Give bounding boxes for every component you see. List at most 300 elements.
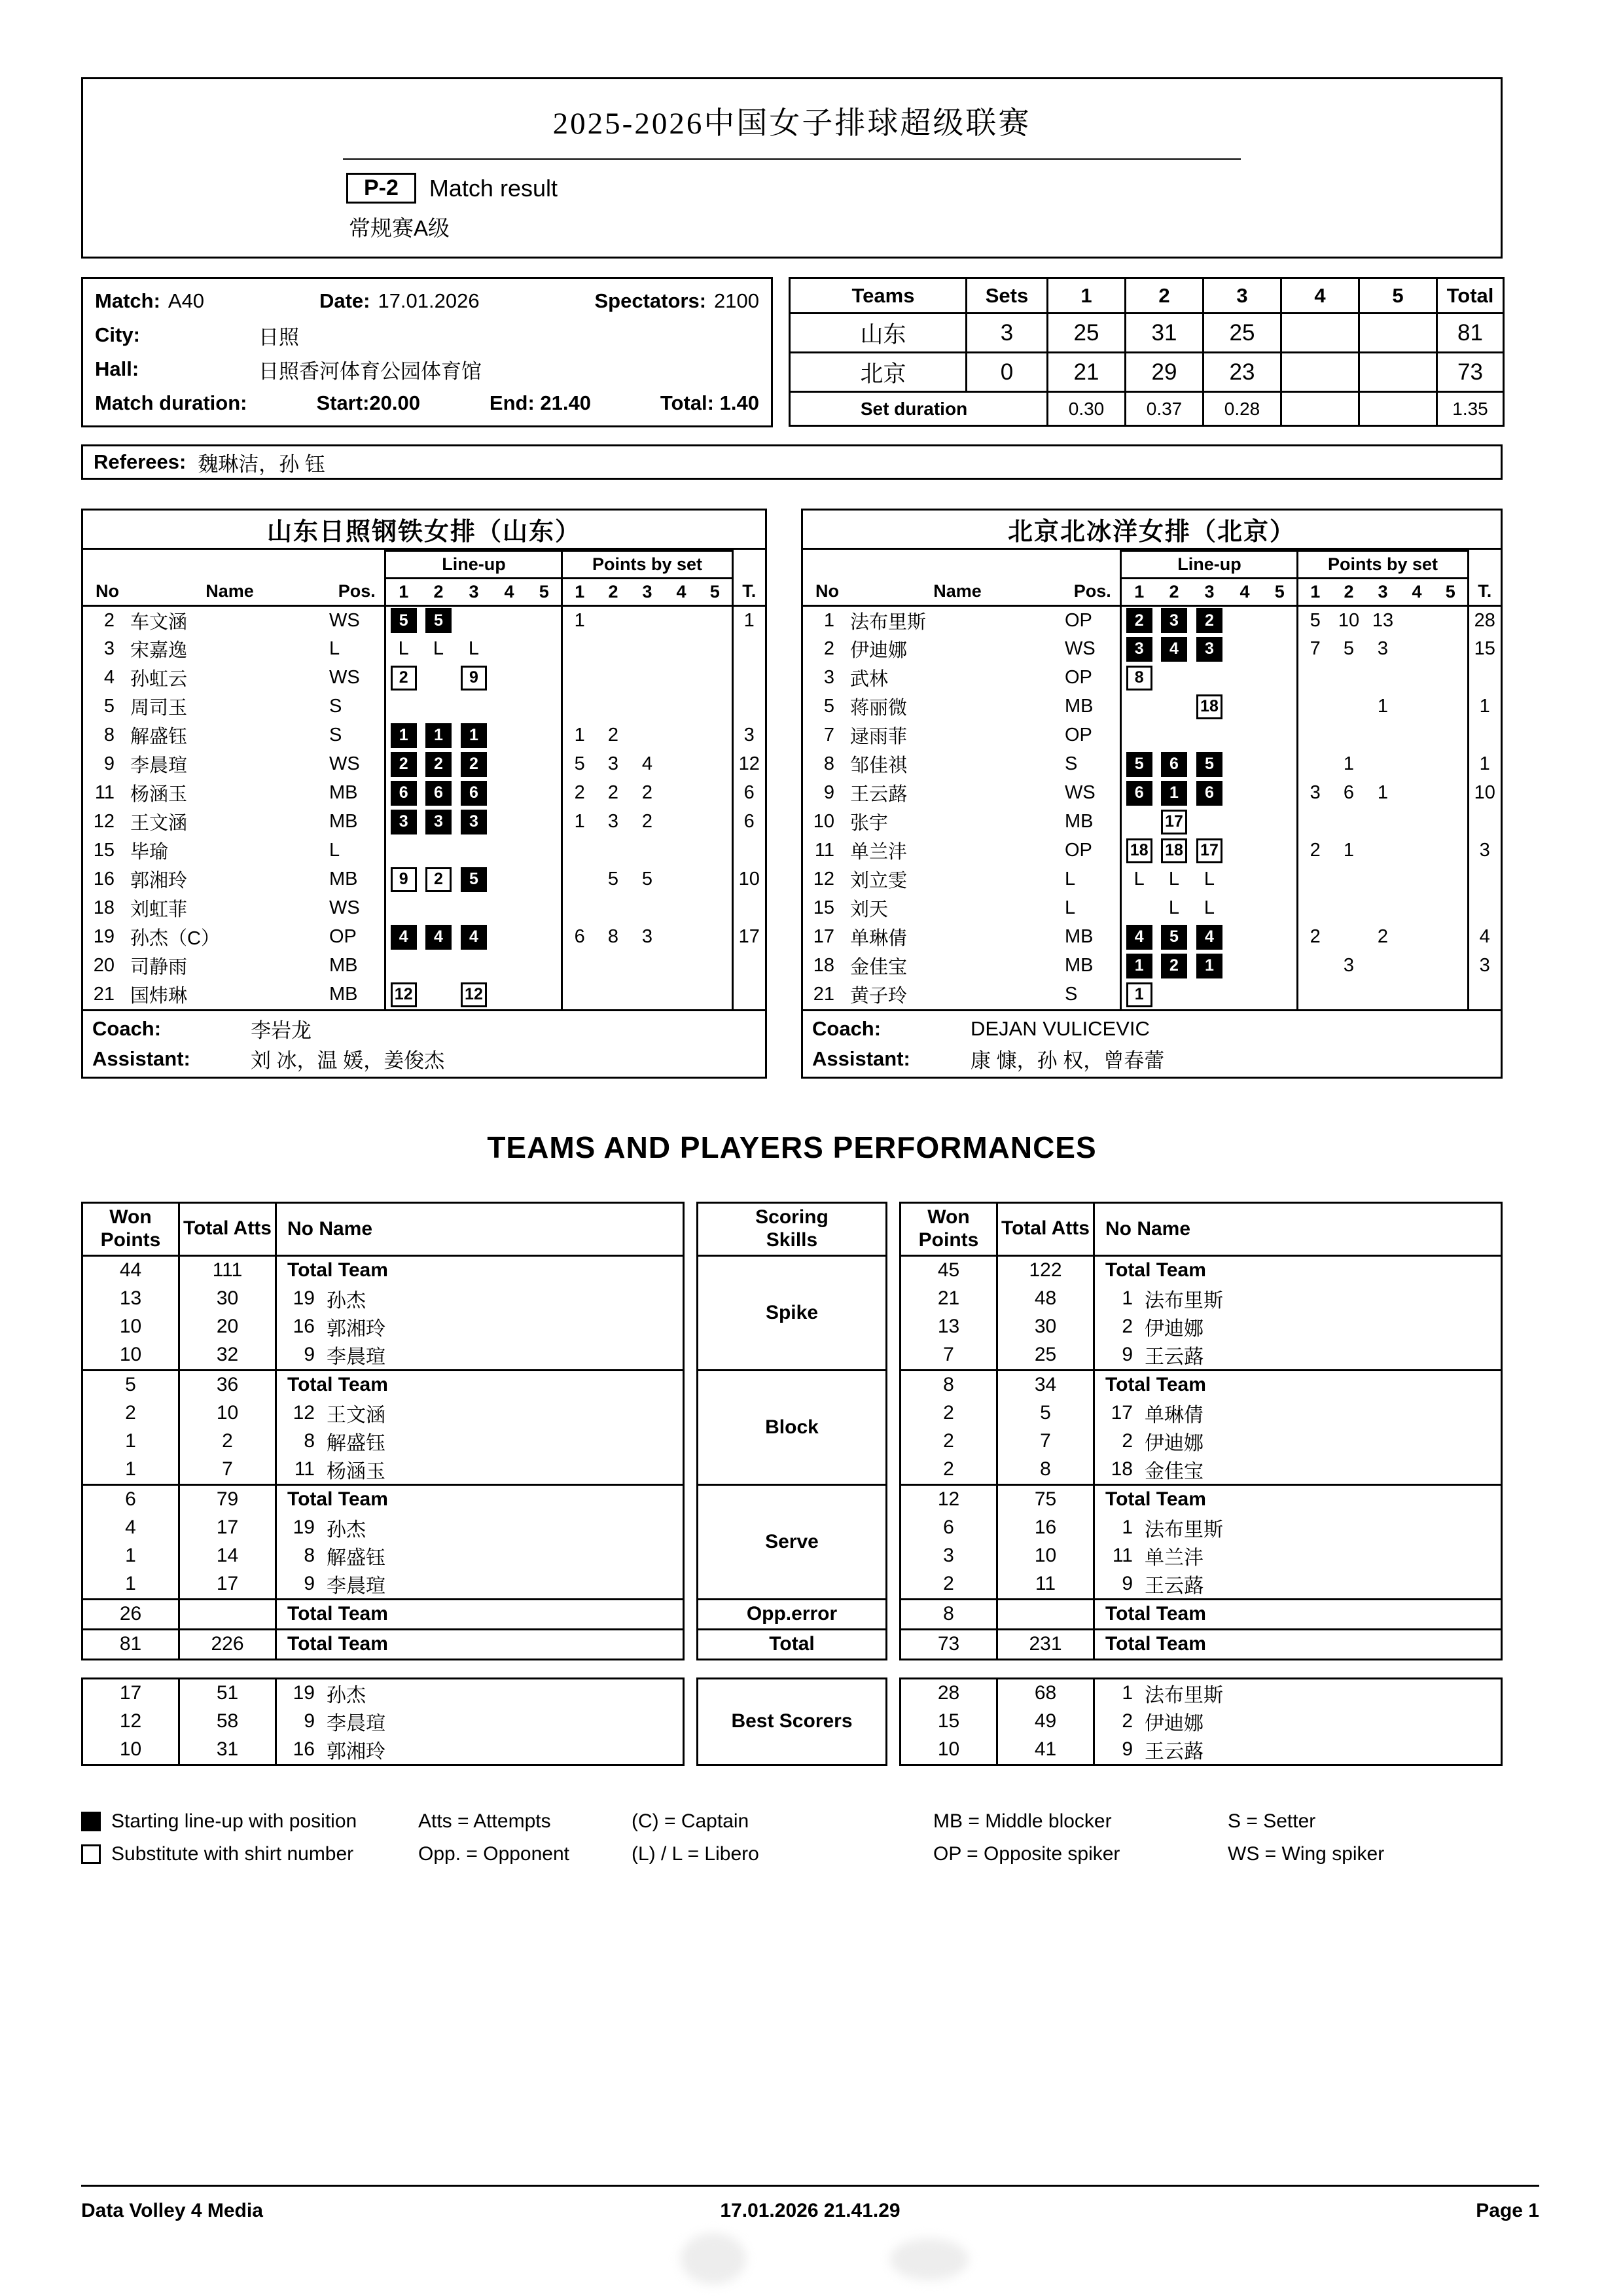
points-by-set-cell [630, 721, 664, 750]
col-header-points-set: 2 [1332, 579, 1366, 606]
points-by-set-cell [1434, 721, 1468, 750]
substitute-number-square: 18 [1161, 838, 1187, 863]
report-type-row [346, 173, 1501, 204]
points-total [732, 836, 765, 865]
perf-groups [83, 1255, 683, 1659]
player-name: 单兰沣 [1145, 1547, 1204, 1569]
player-number: 2 [823, 638, 834, 659]
player-name: 蒋丽微 [850, 698, 908, 719]
player-row [83, 606, 765, 635]
lineup-cell [1262, 664, 1298, 692]
points-by-set-cell [630, 836, 664, 865]
lineup-cell [1192, 664, 1227, 692]
starting-position-square: 3 [1126, 637, 1152, 662]
starting-position-square: 4 [461, 925, 487, 950]
player-number: 1 [823, 609, 834, 631]
libero-mark: L [468, 638, 480, 659]
league-title: 2025-2026中国女子排球超级联赛 [552, 107, 1031, 141]
player-ref [1095, 1630, 1501, 1659]
lineup-cell [385, 606, 421, 635]
team-total-label: Total Team [287, 1259, 388, 1281]
points-by-set-cell [664, 808, 698, 836]
perf-row-item [901, 1600, 1501, 1628]
points-by-set-cell [1332, 664, 1366, 692]
substitute-number-square: 1 [1126, 982, 1152, 1007]
total-label: Total: [660, 391, 714, 414]
player-ref [277, 1679, 683, 1708]
match-label: Match: [95, 289, 160, 312]
referees-names: 魏琳洁，孙 钰 [198, 452, 325, 476]
perf-row-item [83, 1708, 683, 1736]
points-by-set-cell [1366, 721, 1400, 750]
libero-mark: L [1133, 869, 1145, 889]
points-by-set-cell [1434, 808, 1468, 836]
perf-row-item [83, 1285, 683, 1313]
player-row [83, 808, 765, 836]
lineup-cell [527, 664, 562, 692]
lineup-cell [1156, 836, 1192, 865]
player-number: 1 [1122, 1516, 1133, 1538]
points-by-set-cell [698, 635, 732, 664]
coach-name: DEJAN VULICEVIC [971, 1016, 1150, 1040]
total-points: 81 [1437, 314, 1504, 353]
points-by-set-cell [596, 836, 630, 865]
lineup-cell [1121, 980, 1156, 1009]
player-row [83, 980, 765, 1009]
points-by-set-cell: 4 [641, 753, 653, 774]
lineup-cell [456, 894, 491, 923]
perf-group-spike [83, 1255, 683, 1369]
lineup-cell [527, 952, 562, 980]
points-by-set-cell [1298, 692, 1332, 721]
points-by-set-cell [664, 980, 698, 1009]
points-by-set-cell [698, 664, 732, 692]
player-number: 9 [1122, 1738, 1133, 1760]
starting-position-square: 1 [425, 723, 452, 748]
lineup-cell [1156, 952, 1192, 980]
lineup-cell [456, 779, 491, 808]
starting-position-square: 2 [1161, 954, 1187, 978]
points-by-set-cell: 1 [562, 721, 596, 750]
lineup-cell [1262, 894, 1298, 923]
player-name: 伊迪娜 [850, 640, 908, 661]
player-number: 12 [93, 811, 115, 832]
player-position: MB [329, 782, 358, 803]
lineup-cell [1156, 606, 1192, 635]
points-by-set-cell [562, 865, 596, 894]
lineup-cell [491, 635, 527, 664]
substitute-number-square: 17 [1161, 810, 1187, 834]
won-points-value: 2 [83, 1399, 180, 1427]
league-stage: 常规赛A级 [349, 216, 450, 240]
starting-position-square: 3 [1161, 608, 1187, 633]
team-roster-away [801, 509, 1503, 1079]
perf-row-item [901, 1285, 1501, 1313]
best-scorers-label: Best Scorers [696, 1677, 887, 1766]
lineup-cell [456, 808, 491, 836]
perf-group-opperror [901, 1598, 1501, 1628]
perf-row-item [901, 1313, 1501, 1341]
points-total [1468, 664, 1501, 692]
player-name: 周司玉 [130, 698, 188, 719]
lineup-cell [1156, 635, 1192, 664]
team-roster-home [81, 509, 767, 1079]
set-points [1359, 353, 1437, 392]
player-name: 张宇 [850, 813, 889, 834]
total-atts-header: Total Atts [998, 1204, 1095, 1255]
match-info-line-1 [95, 284, 759, 318]
substitute-number-square: 12 [461, 982, 487, 1007]
points-by-set-cell [1400, 606, 1434, 635]
lineup-cell [491, 836, 527, 865]
team-total-label: Total Team [287, 1374, 388, 1395]
start-time [316, 391, 420, 415]
lineup-cell [421, 865, 456, 894]
set-duration-total: 1.35 [1437, 392, 1504, 426]
roster-table [83, 550, 765, 1009]
spectators-label: Spectators: [594, 289, 707, 312]
points-total [1468, 808, 1501, 836]
lineup-cell [1156, 894, 1192, 923]
points-by-set-cell [630, 606, 664, 635]
set-points: 29 [1126, 353, 1204, 392]
starting-position-square: 4 [425, 925, 452, 950]
player-number: 4 [103, 667, 115, 688]
player-name: 王文涵 [327, 1405, 385, 1426]
coach-name: 李岩龙 [251, 1019, 312, 1042]
perf-row-item [83, 1486, 683, 1514]
substitute-number-square: 9 [391, 867, 417, 892]
lineup-cell [1227, 865, 1262, 894]
player-name: 李晨瑄 [327, 1575, 385, 1597]
player-name: 武林 [850, 669, 889, 690]
player-name: 单琳倩 [1145, 1405, 1204, 1426]
player-ref [1095, 1570, 1501, 1598]
starting-position-square: 3 [461, 810, 487, 834]
skill-label-block: Block [698, 1369, 885, 1484]
won-points-value: 15 [901, 1708, 998, 1736]
lineup-cell [1192, 808, 1227, 836]
player-number: 10 [813, 811, 834, 832]
lineup-cell [527, 692, 562, 721]
player-position: L [329, 840, 340, 861]
points-total: 1 [1468, 692, 1501, 721]
points-by-set-cell [664, 923, 698, 952]
perf-row-item [83, 1399, 683, 1427]
points-total: 3 [1468, 836, 1501, 865]
starting-position-square: 6 [425, 781, 452, 806]
start-value: 20.00 [369, 391, 420, 414]
player-number: 16 [293, 1316, 315, 1337]
starting-position-square: 3 [1196, 637, 1222, 662]
col-header-points-set: 3 [630, 579, 664, 606]
points-by-set-cell [630, 635, 664, 664]
legend-item [418, 1843, 632, 1865]
starting-position-square: 2 [1126, 608, 1152, 633]
player-name: 毕瑜 [130, 842, 169, 863]
won-points-value: 10 [83, 1341, 180, 1369]
total-atts-value: 231 [998, 1630, 1095, 1659]
legend-text: Atts = Attempts [418, 1810, 551, 1832]
player-position: WS [1064, 638, 1096, 659]
player-row [83, 894, 765, 923]
total-atts-value: 68 [998, 1679, 1095, 1708]
lineup-cell [1227, 635, 1262, 664]
starting-position-square: 2 [425, 752, 452, 777]
perf-row-item [83, 1542, 683, 1570]
score-team-row [790, 314, 1504, 353]
player-row [803, 952, 1501, 980]
won-points-value: 2 [901, 1399, 998, 1427]
player-number: 19 [293, 1682, 315, 1704]
lineup-cell [527, 721, 562, 750]
city-label: City: [95, 323, 140, 346]
points-by-set-cell [1366, 664, 1400, 692]
lineup-cell [1121, 894, 1156, 923]
player-row [803, 836, 1501, 865]
points-by-set-cell [1434, 865, 1468, 894]
player-ref [1095, 1456, 1501, 1484]
lineup-cell [1192, 952, 1227, 980]
total-atts-value: 7 [180, 1456, 277, 1484]
player-ref [277, 1257, 683, 1285]
lineup-cell [385, 779, 421, 808]
player-name: 解盛钰 [327, 1433, 385, 1454]
perf-row-item [901, 1341, 1501, 1369]
lineup-cell [1262, 923, 1298, 952]
player-name: 杨涵玉 [327, 1461, 385, 1482]
referees-label: Referees: [94, 450, 187, 473]
total-atts-value: 10 [998, 1542, 1095, 1570]
player-name: 单兰沣 [850, 842, 908, 863]
spectators [594, 289, 759, 313]
player-number: 3 [103, 638, 115, 659]
player-number: 3 [823, 667, 834, 688]
lineup-cell [456, 721, 491, 750]
lineup-cell [1156, 692, 1192, 721]
total-atts-value: 58 [180, 1708, 277, 1736]
legend-item [1228, 1843, 1503, 1865]
starting-position-square: 3 [425, 810, 452, 834]
player-number: 9 [1122, 1573, 1133, 1594]
player-number: 18 [93, 897, 115, 918]
starting-position-square: 4 [1161, 637, 1187, 662]
lineup-cell [1192, 779, 1227, 808]
points-by-set-cell [1400, 779, 1434, 808]
team-total-label: Total Team [1105, 1259, 1206, 1281]
lineup-cell [1227, 952, 1262, 980]
won-points-header: Won Points [83, 1204, 180, 1255]
legend-text: WS = Wing spiker [1228, 1842, 1385, 1865]
won-points-value: 7 [901, 1341, 998, 1369]
starting-position-square: 2 [391, 752, 417, 777]
starting-position-square: 1 [1161, 781, 1187, 806]
points-by-set-cell [698, 894, 732, 923]
starting-position-square: 1 [1126, 954, 1152, 978]
perf-table-home [81, 1202, 685, 1766]
lineup-cell [1156, 980, 1192, 1009]
points-by-set-cell: 3 [1377, 638, 1389, 659]
set-points: 25 [1204, 314, 1281, 353]
assistant-line [83, 1044, 765, 1074]
player-row [83, 779, 765, 808]
lineup-cell [385, 721, 421, 750]
lineup-cell [1121, 865, 1156, 894]
team-rosters-row [81, 509, 1503, 1079]
points-total: 3 [1468, 952, 1501, 980]
lineup-cell [491, 894, 527, 923]
won-points-value: 28 [901, 1679, 998, 1708]
player-name: 伊迪娜 [1145, 1713, 1204, 1734]
points-by-set-cell: 10 [1338, 609, 1360, 631]
player-name: 王云蕗 [850, 784, 908, 805]
lineup-cell [527, 808, 562, 836]
player-number: 8 [304, 1430, 315, 1452]
lineup-cell [491, 664, 527, 692]
team-name: 山东 [790, 314, 967, 353]
points-by-set-cell [1400, 721, 1434, 750]
total-atts-value: 75 [998, 1486, 1095, 1514]
starting-position-square: 4 [1126, 925, 1152, 950]
set-duration-value: 0.30 [1048, 392, 1126, 426]
libero-mark: L [1168, 897, 1180, 918]
starting-position-square: 6 [391, 781, 417, 806]
player-number: 2 [1122, 1710, 1133, 1732]
points-by-set-cell [562, 635, 596, 664]
player-ref [1095, 1427, 1501, 1456]
player-position: S [1064, 753, 1078, 774]
player-number: 11 [294, 1458, 315, 1480]
col-header-points-set: 4 [1400, 579, 1434, 606]
player-position: WS [329, 753, 360, 774]
team-total-label: Total Team [1105, 1603, 1206, 1624]
lineup-group-header: Line-up [1121, 551, 1298, 579]
points-by-set-cell: 2 [607, 725, 619, 745]
points-by-set-cell [1366, 980, 1400, 1009]
legend-text: MB = Middle blocker [933, 1810, 1112, 1832]
set-points: 23 [1204, 353, 1281, 392]
set-points: 31 [1126, 314, 1204, 353]
total-atts-value: 51 [180, 1679, 277, 1708]
starting-position-square: 1 [391, 723, 417, 748]
player-row [803, 606, 1501, 635]
points-by-set-cell [664, 836, 698, 865]
player-row [803, 865, 1501, 894]
player-ref [277, 1514, 683, 1542]
player-ref [277, 1285, 683, 1313]
lineup-cell [385, 808, 421, 836]
won-points-value: 4 [83, 1514, 180, 1542]
points-by-set-cell: 7 [1298, 635, 1332, 664]
player-ref [277, 1456, 683, 1484]
col-header-total: T. [732, 579, 765, 606]
lineup-cell [385, 836, 421, 865]
lineup-cell [1192, 894, 1227, 923]
points-by-set-cell: 2 [641, 782, 653, 803]
points-by-set-cell [698, 779, 732, 808]
player-name: 孙杰 [327, 1519, 366, 1541]
col-header-name: Name [846, 579, 1065, 606]
perf-group-spike [901, 1255, 1501, 1369]
player-name: 解盛钰 [130, 726, 188, 747]
legend-item [632, 1843, 933, 1865]
lineup-cell [491, 606, 527, 635]
player-name: 法布里斯 [850, 611, 927, 633]
points-total [732, 664, 765, 692]
city-value: 日照 [259, 325, 299, 349]
points-by-set-cell [1434, 635, 1468, 664]
lineup-cell [1121, 808, 1156, 836]
lineup-cell [1156, 808, 1192, 836]
points-by-set-cell [1332, 923, 1366, 952]
lineup-cell [421, 692, 456, 721]
roster-group-header [803, 551, 1501, 579]
skills-cells [698, 1255, 885, 1659]
points-by-set-cell [664, 865, 698, 894]
points-by-set-cell: 5 [607, 869, 619, 889]
perf-table [899, 1202, 1503, 1660]
perf-row-item [83, 1679, 683, 1708]
lineup-cell [421, 952, 456, 980]
lineup-cell [1121, 923, 1156, 952]
won-points-value: 1 [83, 1456, 180, 1484]
starting-position-square: 1 [1196, 954, 1222, 978]
player-position: S [329, 696, 342, 717]
score-col-header: 4 [1281, 278, 1359, 314]
perf-table-away [899, 1202, 1503, 1766]
points-by-set-cell [1366, 894, 1400, 923]
lineup-cell [1192, 980, 1227, 1009]
total-atts-value: 122 [998, 1257, 1095, 1285]
set-duration-label: Set duration [790, 392, 1048, 426]
player-row [83, 923, 765, 952]
perf-row-item [83, 1736, 683, 1764]
points-total: 28 [1468, 606, 1501, 635]
score-panel [789, 277, 1503, 427]
legend-item [933, 1843, 1228, 1865]
player-row [803, 721, 1501, 750]
points-by-set-cell: 3 [1298, 779, 1332, 808]
points-by-set-cell: 2 [1298, 923, 1332, 952]
lineup-cell [1121, 635, 1156, 664]
coach-label: Coach: [812, 1016, 882, 1040]
player-position: MB [1064, 926, 1094, 947]
total-atts-value [998, 1600, 1095, 1628]
total-atts-value: 17 [180, 1514, 277, 1542]
perf-group-block [901, 1369, 1501, 1484]
lineup-cell [491, 721, 527, 750]
points-by-set-cell [1298, 980, 1332, 1009]
set-points: 25 [1048, 314, 1126, 353]
player-number: 15 [93, 840, 115, 861]
points-by-set-cell [1400, 664, 1434, 692]
team-name: 北京 [790, 353, 967, 392]
lineup-cell [1192, 635, 1227, 664]
lineup-cell [527, 865, 562, 894]
won-points-value: 1 [83, 1570, 180, 1598]
player-number: 21 [93, 984, 115, 1005]
lineup-cell [1227, 980, 1262, 1009]
points-by-set-cell [1298, 750, 1332, 779]
points-by-set-cell [1434, 952, 1468, 980]
lineup-cell [1227, 779, 1262, 808]
player-name: 郭湘玲 [130, 870, 188, 891]
player-number: 15 [813, 897, 834, 918]
points-by-set-cell: 5 [562, 750, 596, 779]
hall-value: 日照香河体育公园体育馆 [259, 359, 482, 383]
player-ref [1095, 1600, 1501, 1628]
points-total: 10 [1468, 779, 1501, 808]
